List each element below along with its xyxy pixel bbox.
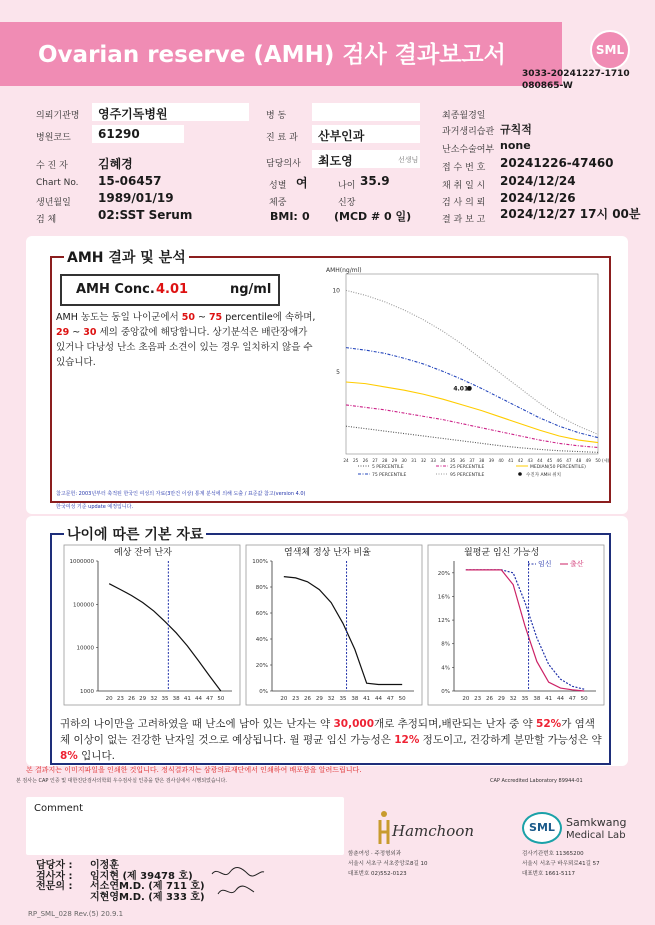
x-tick-label: 38 [533,696,541,702]
surgery-label: 난소수술여부 [442,145,495,155]
x-tick-label: 44 [557,696,564,702]
y-tick-label: 4% [441,665,450,672]
chart-title: 예상 잔여 난자 [114,548,172,558]
chart-no-label: Chart No. [36,178,79,188]
x-tick-label: 29 [139,696,147,702]
revision-code: RP_SML_028 Rev.(5) 20.9.1 [28,910,124,918]
signature-image [208,862,268,900]
x-tick-label: 26 [304,696,311,702]
dept-label: 진 료 과 [266,133,298,143]
amh-label: AMH Conc. [76,282,155,297]
hospital-code-value: 61290 [98,127,140,141]
y-tick-label: 80% [255,585,268,591]
x-tick-label: 47 [568,696,576,702]
dept-value: 산부인과 [318,129,365,143]
weight-label: 체중 [269,198,287,208]
y-tick-label: 0% [259,689,268,695]
sml-brand-2: Medical Lab [566,830,626,841]
test-label: 검 사 의 뢰 [442,198,486,208]
y-tick-label: 5 [336,369,340,377]
x-tick-label: 32 [509,696,517,702]
doctor-label: 담당의사 [266,159,301,169]
hamchoon-line-3: 대표번호 02)552-0123 [348,871,407,877]
x-tick-label: 41 [183,696,191,702]
disclaimer: 본 결과지는 이미지파일을 인쇄한 것입니다. 정식결과지는 삼광의료재단에서 인쇄하여 배포함을 알려드립니다. [26,766,362,774]
x-tick-label: 47 [206,696,214,702]
x-tick-label: 35 [521,696,529,702]
x-tick-label: 28 [382,458,388,463]
sml-footer-logo: SML [522,812,562,844]
examiner-label: 검사자 : [36,871,73,882]
x-tick-label: 25 [353,458,359,463]
comment-label: Comment [34,803,83,814]
chart-no-value: 15-06457 [98,174,162,188]
sml-line-2: 서울시 서초구 바우뫼로41길 57 [522,861,600,867]
y-tick-label: 40% [255,637,268,643]
x-tick-label: 20 [280,696,288,702]
x-tick-label: 23 [292,696,300,702]
y-tick-label: 20% [255,663,268,669]
legend-label: 75 PERCENTILE [372,473,407,478]
receipt-label: 접 수 번 호 [442,163,486,173]
x-tick-label: 50 [217,696,225,702]
x-tick-label: 26 [486,696,493,702]
chart-title: 월평균 임신 가능성 [464,548,540,558]
x-tick-label: 35 [339,696,347,702]
x-tick-label: 44 [537,458,543,463]
sex-label: 성별 [269,181,287,191]
x-tick-label: 47 [566,458,572,463]
specimen-label: 검 체 [36,215,57,225]
legend-label: 25 PERCENTILE [450,465,485,470]
reference-note: 참고문헌: 2003년부터 축적된 한국인 여성의 자료(3만건 이상) 통계 분석에 의해 도출 / 표준값 참고(version 4.0) [56,491,306,497]
cycle-label: 과거생리습관 [442,127,495,137]
y-tick-label: 0% [441,689,450,695]
hospital-label: 의뢰기관명 [36,111,80,121]
x-tick-label: 38 [351,696,359,702]
x-tick-label: 26 [128,696,135,702]
x-tick-label: 29 [315,696,323,702]
age-value: 35.9 [360,174,390,188]
y-tick-label: 100% [252,559,268,565]
x-tick-label: 35 [161,696,169,702]
x-tick-label: 50 [398,696,406,702]
patient-marker-label: 4.01 [453,385,469,393]
y-tick-label: 60% [255,611,268,617]
x-tick-label: 41 [363,696,371,702]
x-tick-label: 23 [116,696,124,702]
manager-value: 이정훈 [90,860,119,871]
hamchoon-logo: Hamchoon [392,822,475,840]
x-tick-label: 37 [469,458,475,463]
x-tick-label: 40 [498,458,504,463]
height-label: 신장 [338,198,356,208]
x-tick-label: 29 [497,696,505,702]
x-tick-label: 50 [580,696,588,702]
x-tick-label: 38 [172,696,180,702]
sml-line-1: 검사기관번호 11365200 [522,851,584,857]
hamchoon-line-2: 서울시 서초구 서초중앙로8길 10 [348,861,428,867]
update-note: 한국여성 기준 update 예정입니다. [56,504,134,510]
x-tick-label: 44 [195,696,202,702]
dob-label: 생년월일 [36,198,71,208]
age-data-title: 나이에 따른 기본 자료 [64,524,206,544]
remaining-eggs-chart [64,545,240,705]
y-tick-label: 16% [437,594,450,601]
x-tick-label: 41 [545,696,553,702]
analysis-title: AMH 결과 및 분석 [64,247,189,267]
sml-line-3: 대표번호 1661-5117 [522,871,575,877]
receipt-value: 20241226-47460 [500,156,614,170]
legend-label-birth: 출산 [570,560,584,568]
pregnancy-chance-chart [428,545,604,705]
y-tick-label: 8% [441,641,450,648]
ward-box [312,103,420,121]
x-tick-label: 30 [401,458,407,463]
y-tick-label: 20% [437,570,450,577]
mcd-label: (MCD # 0 일) [334,210,412,223]
x-tick-label: 32 [327,696,335,702]
x-tick-label: 20 [105,696,113,702]
collect-label: 채 취 일 시 [442,181,486,191]
x-tick-label: 46 [556,458,562,463]
amh-percentile-chart [318,264,608,490]
x-tick-label: 43 [527,458,533,463]
manager-label: 담당자 : [36,860,73,871]
document-code: 3033-20241227-1710 080865-W [522,69,630,91]
x-tick-label: 20 [462,696,470,702]
specimen-value: 02:SST Serum [98,208,193,222]
x-tick-label: 26 [362,458,369,463]
report-title: Ovarian reserve (AMH) 검사 결과보고서 [38,42,506,68]
hospital-code-label: 병원코드 [36,133,71,143]
accreditation-note: 본 검사는 CAP 인증 및 대한진단검사의학회 우수검사실 인증을 받은 검사실에서 시행되었습니다. [16,778,227,784]
dob-value: 1989/01/19 [98,191,174,205]
sml-brand: Samkwang [566,816,627,829]
lmp-label: 최종월경일 [442,111,486,121]
x-tick-label: 27 [372,458,378,463]
amh-unit: ng/ml [230,282,272,297]
y-tick-label: 1000 [80,689,94,695]
x-tick-label: 34 [440,458,446,463]
y-tick-label: 12% [437,618,450,625]
x-tick-label: 33 [430,458,436,463]
legend-marker-label: 수진자 AMH 위치 [526,473,561,478]
sml-logo: SML [590,30,630,70]
y-tick-label: 1000000 [69,559,94,565]
specialist-2-value: 지현영M.D. (제 333 호) [90,892,205,903]
x-tick-label: 49 [585,458,591,463]
legend-label-pregnancy: 임신 [538,560,552,568]
cycle-value: 규칙적 [500,123,532,136]
x-tick-label: 36 [459,458,465,463]
age-summary-text: 귀하의 나이만을 고려하였을 때 난소에 남아 있는 난자는 약 30,000개로 추정되며,배란되는 난자 중 약 52%가 염색체 이상이 없는 건강한 난자일 것으로 예상됩니다. 월 평균 임신 가능성은 12% 정도이고, 건강하게 분만할 가능성은 약 8% 입니다. [60,718,602,762]
x-tick-label: 39 [488,458,495,463]
hospital-value: 영주기독병원 [98,107,168,121]
legend-marker [518,472,522,476]
report-label: 결 과 보 고 [442,215,486,225]
x-tick-label: 31 [411,458,417,463]
y-tick-label: 10000 [76,645,94,652]
test-value: 2024/12/26 [500,191,576,205]
x-tick-label: 45 [546,458,553,463]
patient-value: 김혜경 [98,157,133,171]
x-tick-label: 24 [343,458,349,463]
hamchoon-line-1: 함춘여성 · 주정형외과 [348,851,402,857]
amh-value: 4.01 [156,282,189,297]
x-tick-label: 32 [150,696,158,702]
report-value: 2024/12/27 17시 00분 [500,207,641,221]
x-tick-label: 35 [449,458,456,463]
y-axis-label: AMH(ng/ml) [326,267,362,274]
x-tick-label: 50 [595,458,601,463]
x-tick-label: 32 [420,458,427,463]
specialist-1-value: 서소연M.D. (제 711 호) [90,881,205,892]
x-tick-label: 29 [391,458,398,463]
legend-label: 95 PERCENTILE [450,473,485,478]
patient-label: 수 진 자 [36,161,68,171]
legend-label: MEDIAN(50 PERCENTILE) [530,465,586,470]
plot-area [346,274,598,454]
age-label: 나이 [338,181,356,191]
cap-note: CAP Accredited Laboratory 89944-01 [490,778,583,784]
x-tick-label: 42 [517,458,524,463]
collect-value: 2024/12/24 [500,174,576,188]
ward-label: 병 동 [266,111,287,121]
y-tick-label: 100000 [73,602,94,609]
normal-egg-ratio-chart [246,545,422,705]
x-tick-label: 38 [479,458,485,463]
bmi-label: BMI: [270,210,298,223]
doctor-suffix: 선생님 [398,156,419,164]
surgery-value: none [500,139,531,152]
x-tick-label: 44 [375,696,382,702]
x-tick-label: 23 [474,696,482,702]
doctor-value: 최도영 [318,154,353,168]
x-unit-label: (세) [602,458,610,463]
y-tick-label: 10 [332,287,340,295]
specialist-label: 전문의 : [36,881,73,892]
sex-value: 여 [296,176,308,190]
examiner-value: 임지현 (제 39478 호) [90,871,193,882]
chart-title: 염색체 정상 난자 비율 [284,548,371,558]
bmi-value: 0 [302,210,310,223]
x-tick-label: 41 [508,458,514,463]
x-tick-label: 48 [575,458,582,463]
amh-description: AMH 농도는 동일 나이군에서 50 ~ 75 percentile에 속하며, 29 ~ 30 세의 중앙값에 해당합니다. 상기분석은 배란장애가 있거나 다낭성 난소 초음파 소견이 있는 경우 일치하지 않을 수 있습니다. [56,312,316,368]
legend-label: 5 PERCENTILE [372,465,404,470]
x-tick-label: 47 [386,696,394,702]
